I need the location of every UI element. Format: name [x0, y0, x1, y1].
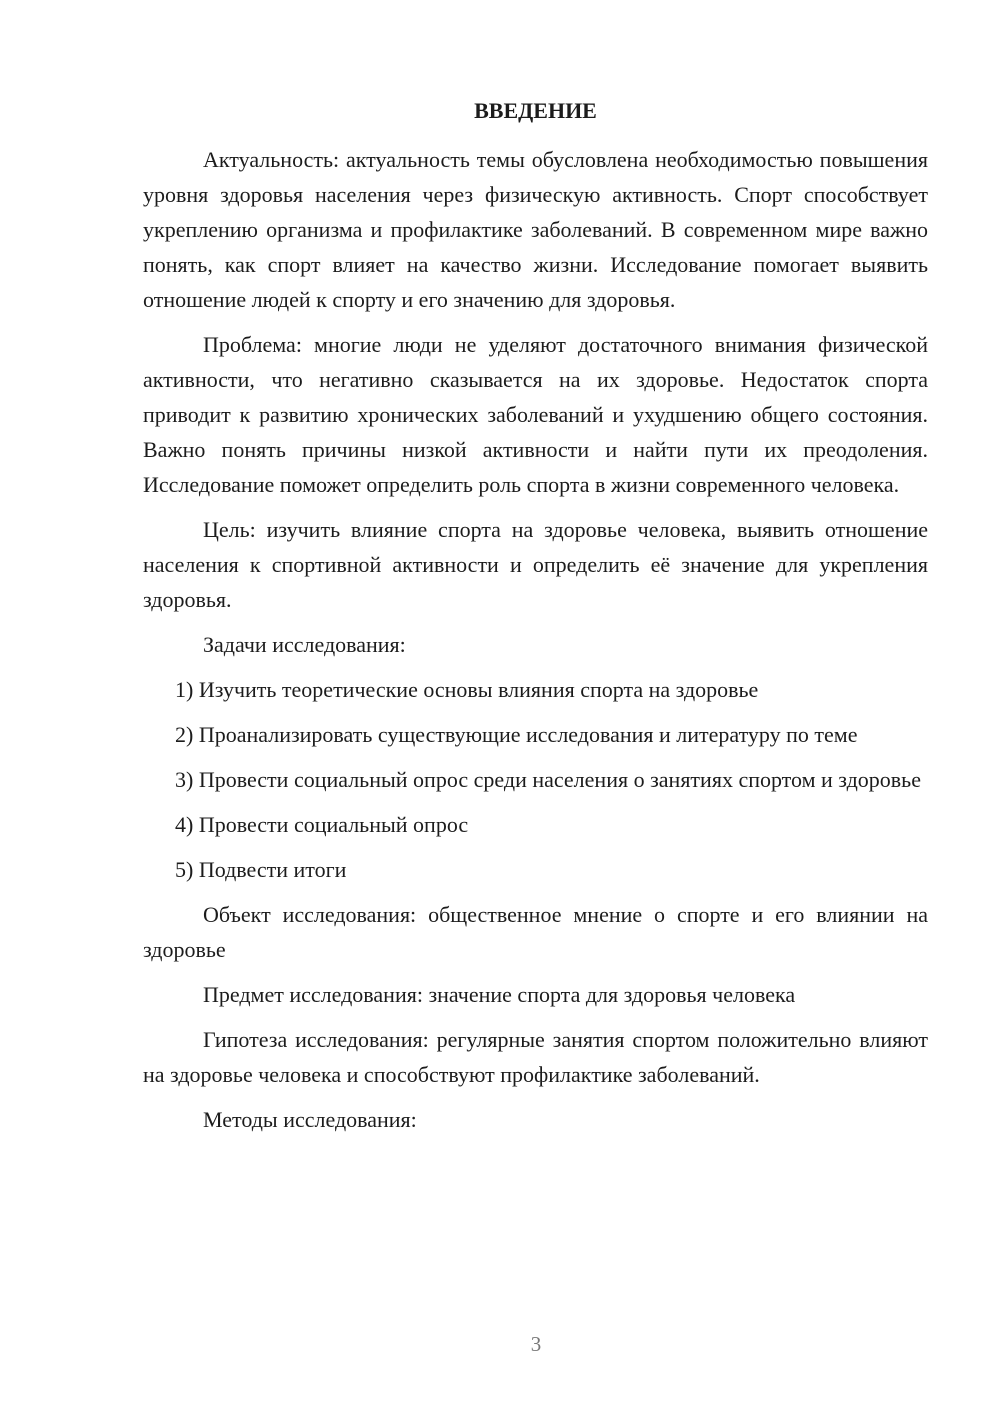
task-item: 2) Проанализировать существующие исследования и литературу по теме — [175, 722, 858, 747]
object-paragraph: Объект исследования: общественное мнение о спорте и его влиянии на здоровье — [143, 902, 928, 962]
task-item: 5) Подвести итоги — [175, 857, 347, 882]
task-item: 1) Изучить теоретические основы влияния спорта на здоровье — [175, 677, 759, 702]
problem-paragraph: Проблема: многие люди не уделяют достаточного внимания физической активности, что негативно сказывается на их здоровье. Недостаток спорта приводит к развитию хронических заболеваний и ухудшению общего состояния. Важно понять причины низкой активности и найти пути их преодоления. Исследование поможет определить роль спорта в жизни современного человека. — [143, 332, 928, 497]
task-item: 3) Провести социальный опрос среди населения о занятиях спортом и здоровье — [175, 767, 921, 792]
task-item: 4) Провести социальный опрос — [175, 812, 469, 837]
subject-paragraph: Предмет исследования: значение спорта для здоровья человека — [203, 982, 796, 1007]
methods-paragraph: Методы исследования: — [203, 1107, 417, 1132]
relevance-paragraph: Актуальность: актуальность темы обусловлена необходимостью повышения уровня здоровья населения через физическую активность. Спорт способствует укреплению организма и профилактике заболеваний. В современном мире важно понять, как спорт влияет на качество жизни. Исследование помогает выявить отношение людей к спорту и его значению для здоровья. — [143, 147, 928, 312]
hypothesis-paragraph: Гипотеза исследования: регулярные занятия спортом положительно влияют на здоровье человека и способствуют профилактике заболеваний. — [143, 1027, 928, 1087]
document-page — [143, 93, 928, 1147]
goal-paragraph: Цель: изучить влияние спорта на здоровье человека, выявить отношение населения к спортивной активности и определить её значение для укрепления здоровья. — [143, 517, 928, 612]
section-heading: ВВЕДЕНИЕ — [474, 98, 597, 123]
page-number: 3 — [530, 1332, 542, 1356]
tasks-title: Задачи исследования: — [203, 632, 406, 657]
